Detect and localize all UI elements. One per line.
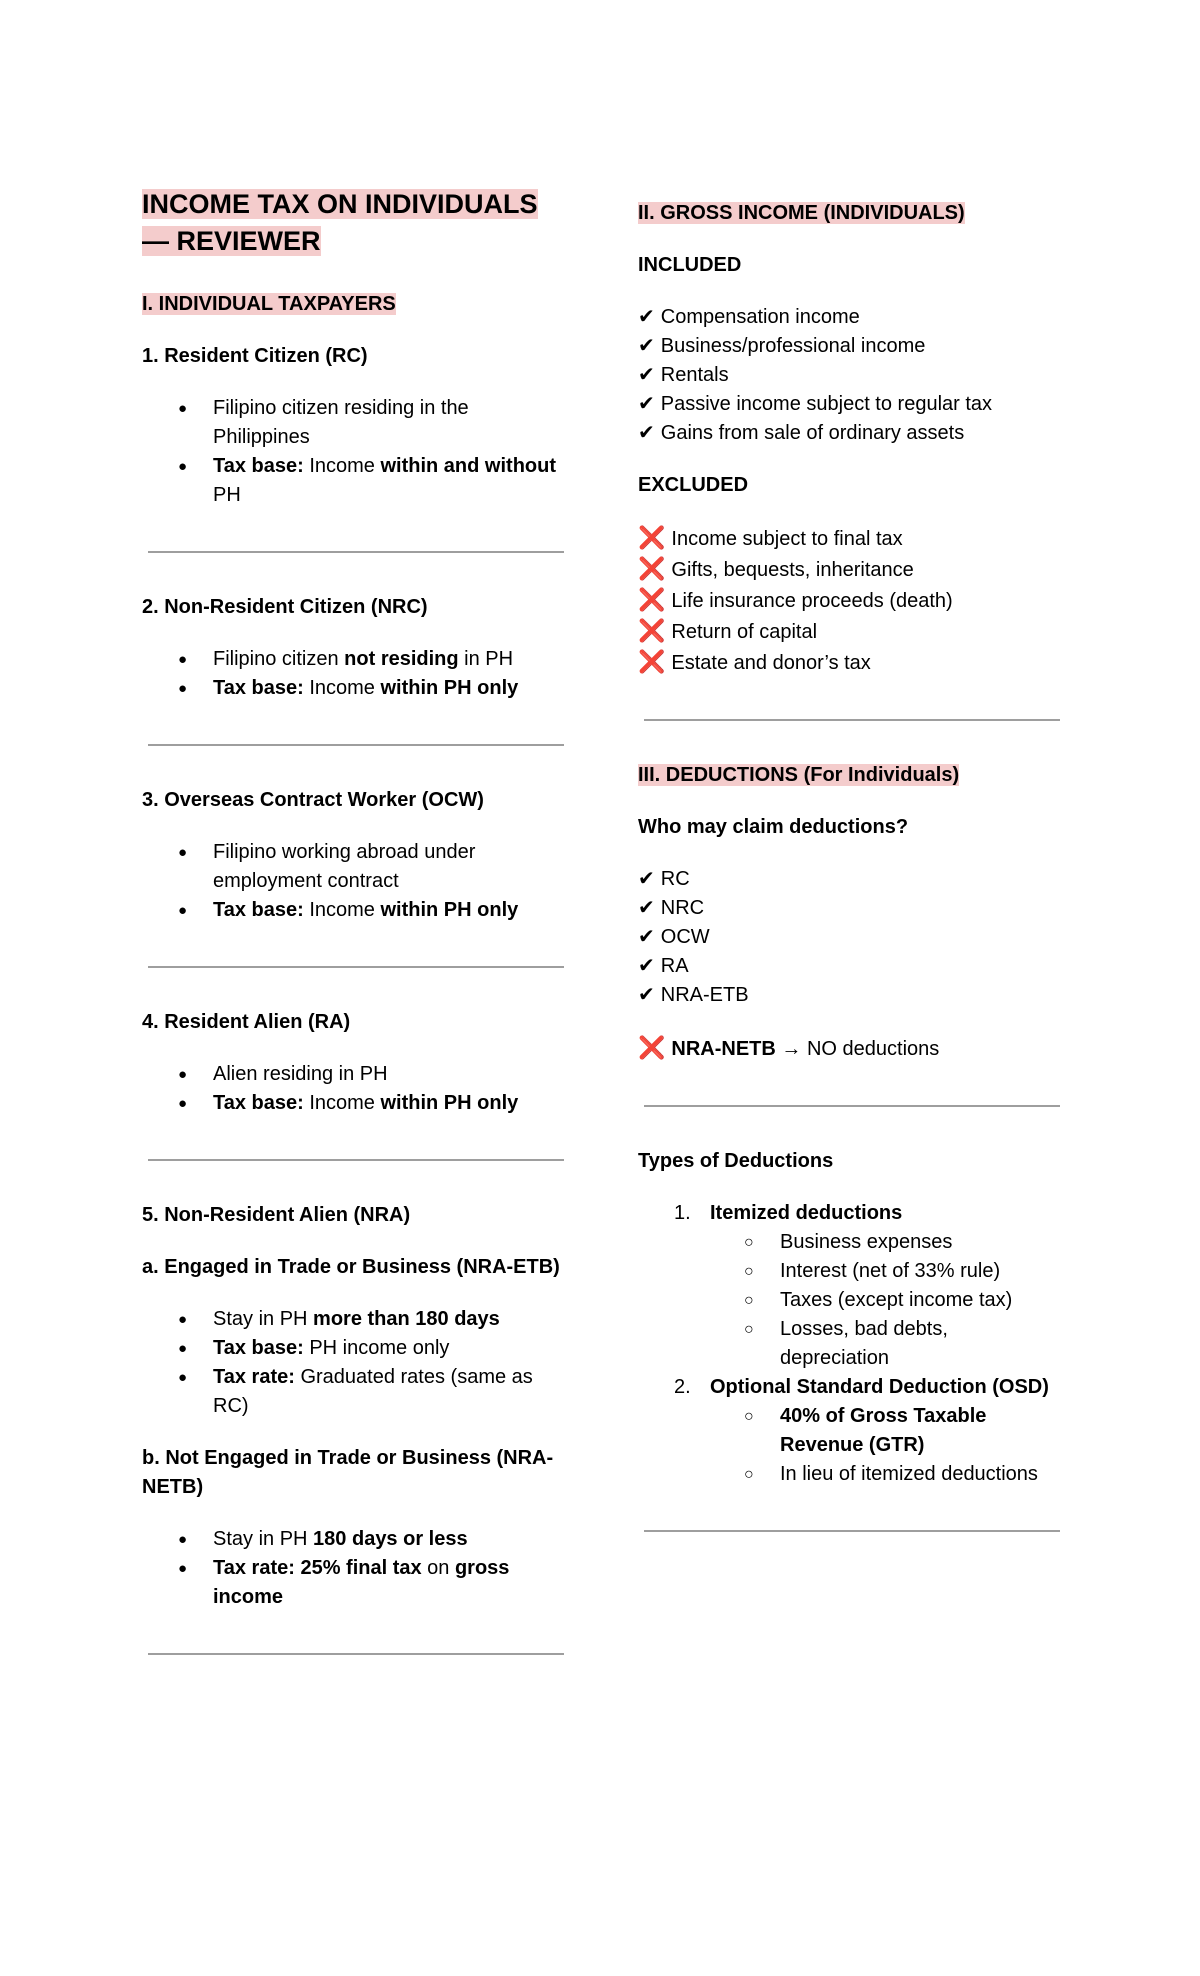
checkmark-icon: ✔ bbox=[638, 393, 655, 415]
list-item bbox=[142, 674, 566, 703]
list-item bbox=[142, 394, 566, 452]
bold-text: 180 days or less bbox=[313, 1528, 468, 1550]
text: PH income only bbox=[303, 1337, 450, 1359]
list-item bbox=[638, 952, 1078, 981]
list-item bbox=[638, 303, 1078, 332]
included-list bbox=[638, 303, 1078, 448]
section-1-heading bbox=[142, 290, 566, 319]
list-item bbox=[708, 1402, 1050, 1460]
bold-text: not residing bbox=[344, 648, 459, 670]
nrc-list bbox=[142, 645, 566, 703]
included-item-text: Compensation income bbox=[660, 306, 860, 328]
cross-mark-icon: ❌ bbox=[638, 556, 666, 581]
list-item bbox=[638, 361, 1078, 390]
ra-list bbox=[142, 1060, 566, 1118]
checkmark-icon: ✔ bbox=[638, 897, 655, 919]
bold-text: more than 180 days bbox=[313, 1308, 500, 1330]
tax-base-label: Tax base: bbox=[213, 1092, 304, 1114]
nra-heading: 5. Non-Resident Alien (NRA) bbox=[142, 1204, 411, 1226]
list-item bbox=[142, 1554, 566, 1612]
tax-base-label: Tax base: bbox=[213, 1337, 304, 1359]
document-title bbox=[142, 186, 566, 260]
who-item-text: RA bbox=[660, 955, 689, 977]
included-item-text: Passive income subject to regular tax bbox=[660, 393, 993, 415]
excluded-list bbox=[638, 523, 1078, 678]
sub-item-text: Losses, bad debts, depreciation bbox=[780, 1318, 948, 1369]
nra-etb-heading: a. Engaged in Trade or Business (NRA-ETB) bbox=[142, 1256, 560, 1278]
checkmark-icon: ✔ bbox=[638, 364, 655, 386]
right-column bbox=[638, 199, 1078, 1532]
checkmark-icon: ✔ bbox=[638, 306, 655, 328]
sub-item-text: In lieu of itemized deductions bbox=[780, 1463, 1038, 1485]
rc-heading: 1. Resident Citizen (RC) bbox=[142, 345, 368, 367]
list-item bbox=[708, 1228, 1078, 1257]
list-item bbox=[142, 452, 566, 510]
cross-mark-icon: ❌ bbox=[638, 649, 666, 674]
bold-text: within PH only bbox=[380, 899, 519, 921]
included-item-text: Gains from sale of ordinary assets bbox=[660, 422, 965, 444]
list-item bbox=[638, 1373, 1050, 1489]
list-item bbox=[638, 647, 1078, 678]
list-item bbox=[638, 332, 1078, 361]
list-item bbox=[638, 390, 1078, 419]
who-may-claim-list bbox=[638, 865, 1078, 1010]
nra-netb-heading: b. Not Engaged in Trade or Business (NRA-NETB) bbox=[142, 1447, 554, 1498]
title-line-2: — REVIEWER bbox=[142, 226, 321, 256]
section-3-heading-text: III. DEDUCTIONS (For Individuals) bbox=[638, 764, 960, 786]
excluded-heading: EXCLUDED bbox=[638, 474, 749, 496]
who-item-text: OCW bbox=[660, 926, 710, 948]
list-item bbox=[708, 1315, 990, 1373]
tax-base-label: Tax base: bbox=[213, 455, 304, 477]
tax-rate-label: Tax rate: bbox=[213, 1366, 295, 1388]
divider bbox=[644, 1530, 1060, 1532]
list-item bbox=[142, 896, 566, 925]
list-item bbox=[638, 894, 1078, 923]
text: → NO deductions bbox=[775, 1038, 940, 1060]
bold-text: within PH only bbox=[380, 677, 519, 699]
sub-item-text: Taxes (except income tax) bbox=[780, 1289, 1013, 1311]
text: Income bbox=[303, 899, 381, 921]
checkmark-icon: ✔ bbox=[638, 926, 655, 948]
itemized-sublist bbox=[710, 1228, 1078, 1373]
list-item bbox=[638, 554, 1078, 585]
section-1-heading-text: I. INDIVIDUAL TAXPAYERS bbox=[142, 293, 396, 315]
list-item bbox=[142, 645, 566, 674]
bold-text: within PH only bbox=[380, 1092, 519, 1114]
section-2-heading bbox=[638, 199, 1078, 228]
nra-netb-list bbox=[142, 1525, 566, 1612]
text: PH bbox=[213, 484, 241, 506]
list-item bbox=[638, 523, 1078, 554]
checkmark-icon: ✔ bbox=[638, 335, 655, 357]
cross-mark-icon: ❌ bbox=[638, 618, 666, 643]
cross-mark-icon: ❌ bbox=[638, 525, 666, 550]
title-line-1: INCOME TAX ON INDIVIDUALS bbox=[142, 189, 538, 219]
list-item bbox=[708, 1460, 1050, 1489]
list-item bbox=[142, 1089, 566, 1118]
list-item bbox=[142, 1305, 566, 1334]
list-item bbox=[142, 1334, 566, 1363]
sub-item-text: Business expenses bbox=[780, 1231, 953, 1253]
text: Income bbox=[303, 677, 381, 699]
list-item bbox=[638, 616, 1078, 647]
cross-mark-icon: ❌ bbox=[638, 587, 666, 612]
cross-mark-icon: ❌ bbox=[638, 1035, 666, 1060]
text: in PH bbox=[458, 648, 514, 670]
list-item bbox=[638, 981, 1078, 1010]
list-number: 1. bbox=[674, 1202, 691, 1224]
osd-label: Optional Standard Deduction (OSD) bbox=[710, 1376, 1049, 1398]
sub-item-text: 40% of Gross Taxable Revenue (GTR) bbox=[780, 1405, 987, 1456]
ocw-list bbox=[142, 838, 566, 925]
who-item-text: NRA-ETB bbox=[660, 984, 749, 1006]
text: on bbox=[421, 1557, 455, 1579]
osd-sublist bbox=[710, 1402, 1050, 1489]
sub-item-text: Interest (net of 33% rule) bbox=[780, 1260, 1001, 1282]
tax-base-label: Tax base: bbox=[213, 899, 304, 921]
bold-text: gross income bbox=[213, 1557, 510, 1608]
text: Stay in PH bbox=[213, 1308, 314, 1330]
ra-heading: 4. Resident Alien (RA) bbox=[142, 1011, 351, 1033]
bold-text: NRA-NETB bbox=[671, 1038, 776, 1060]
list-item bbox=[638, 585, 1078, 616]
bold-text: within and without bbox=[380, 455, 557, 477]
list-item bbox=[638, 923, 1078, 952]
checkmark-icon: ✔ bbox=[638, 868, 655, 890]
excluded-item-text: Life insurance proceeds (death) bbox=[671, 590, 953, 612]
included-heading: INCLUDED bbox=[638, 254, 742, 276]
ocw-heading: 3. Overseas Contract Worker (OCW) bbox=[142, 789, 484, 811]
list-item bbox=[142, 1363, 566, 1421]
text: Filipino citizen bbox=[213, 648, 345, 670]
included-item-text: Business/professional income bbox=[660, 335, 926, 357]
checkmark-icon: ✔ bbox=[638, 955, 655, 977]
tax-rate-label: Tax rate: 25% final tax bbox=[213, 1557, 422, 1579]
text: Stay in PH bbox=[213, 1528, 314, 1550]
deduction-types-list bbox=[638, 1199, 1078, 1489]
left-column bbox=[142, 186, 566, 1655]
ra-bullet-1: Alien residing in PH bbox=[213, 1063, 388, 1085]
checkmark-icon: ✔ bbox=[638, 422, 655, 444]
excluded-item-text: Income subject to final tax bbox=[671, 528, 903, 550]
nrc-heading: 2. Non-Resident Citizen (NRC) bbox=[142, 596, 428, 618]
divider bbox=[148, 1653, 564, 1655]
nra-netb-note bbox=[638, 1033, 1078, 1064]
list-item bbox=[638, 1199, 1078, 1373]
list-number: 2. bbox=[674, 1376, 691, 1398]
list-item bbox=[708, 1257, 1078, 1286]
who-may-claim-heading: Who may claim deductions? bbox=[638, 816, 909, 838]
itemized-deductions-label: Itemized deductions bbox=[710, 1202, 903, 1224]
who-item-text: RC bbox=[660, 868, 690, 890]
list-item bbox=[638, 865, 1078, 894]
list-item bbox=[708, 1286, 1078, 1315]
excluded-item-text: Gifts, bequests, inheritance bbox=[671, 559, 914, 581]
who-item-text: NRC bbox=[660, 897, 705, 919]
rc-list bbox=[142, 394, 566, 510]
ocw-bullet-1: Filipino working abroad under employment contract bbox=[213, 841, 476, 892]
tax-base-label: Tax base: bbox=[213, 677, 304, 699]
checkmark-icon: ✔ bbox=[638, 984, 655, 1006]
list-item bbox=[142, 838, 566, 896]
text: Income bbox=[303, 1092, 381, 1114]
text: Income bbox=[303, 455, 381, 477]
text: Graduated rates (same as RC) bbox=[213, 1366, 533, 1417]
list-item bbox=[638, 419, 1078, 448]
section-3-heading bbox=[638, 761, 1078, 790]
included-item-text: Rentals bbox=[660, 364, 729, 386]
excluded-item-text: Return of capital bbox=[671, 621, 818, 643]
section-2-heading-text: II. GROSS INCOME (INDIVIDUALS) bbox=[638, 202, 965, 224]
list-item bbox=[142, 1525, 566, 1554]
nra-etb-list bbox=[142, 1305, 566, 1421]
list-item bbox=[142, 1060, 566, 1089]
excluded-item-text: Estate and donor’s tax bbox=[671, 652, 871, 674]
rc-bullet-1: Filipino citizen residing in the Philippines bbox=[213, 397, 469, 448]
types-of-deductions-heading: Types of Deductions bbox=[638, 1150, 834, 1172]
